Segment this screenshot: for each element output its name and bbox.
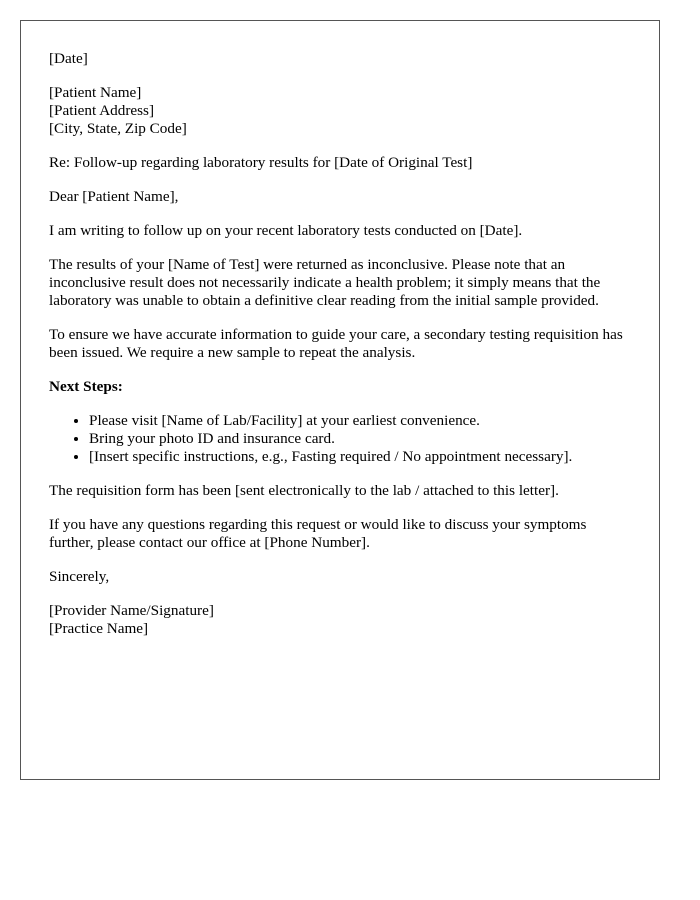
recipient-address-block [49,84,631,138]
next-step-item: • Bring your photo ID and insurance card. [89,430,631,448]
body-paragraph-results: The results of your [Name of Test] were returned as inconclusive. Please note that an inconclusive result does not necessarily indicate a health problem; it simply means that the laboratory was unable to obtain a definitive clear reading from the initial sample provided. [49,256,601,309]
requisition-form-paragraph: The requisition form has been [sent electronically to the lab / attached to this letter]. [49,482,559,499]
body-paragraph-intro: I am writing to follow up on your recent laboratory tests conducted on [Date]. [49,222,523,239]
recipient-address: [Patient Address] [49,102,155,119]
provider-signature: [Provider Name/Signature] [49,602,214,619]
contact-paragraph: If you have any questions regarding this request or would like to discuss your symptoms further, please contact our office at [Phone Number]. [49,516,587,551]
next-step-item: • [Insert specific instructions, e.g., Fasting required / No appointment necessary]. [89,448,631,466]
signature-block [49,602,631,638]
salutation: Dear [Patient Name], [49,188,179,205]
letter-page [20,20,660,780]
letter-date: [Date] [49,50,88,67]
recipient-city-state-zip: [City, State, Zip Code] [49,120,187,137]
body-paragraph-requisition: To ensure we have accurate information to guide your care, a secondary testing requisition has been issued. We require a new sample to repeat the analysis. [49,326,623,361]
signoff: Sincerely, [49,568,110,585]
next-steps-list [49,412,631,466]
next-steps-heading: Next Steps: [49,378,123,395]
next-step-item: • Please visit [Name of Lab/Facility] at your earliest convenience. [89,412,631,430]
subject-line: Re: Follow-up regarding laboratory results for [Date of Original Test] [49,154,473,171]
letter-date-block [49,50,631,68]
practice-name: [Practice Name] [49,620,149,637]
recipient-name: [Patient Name] [49,84,142,101]
